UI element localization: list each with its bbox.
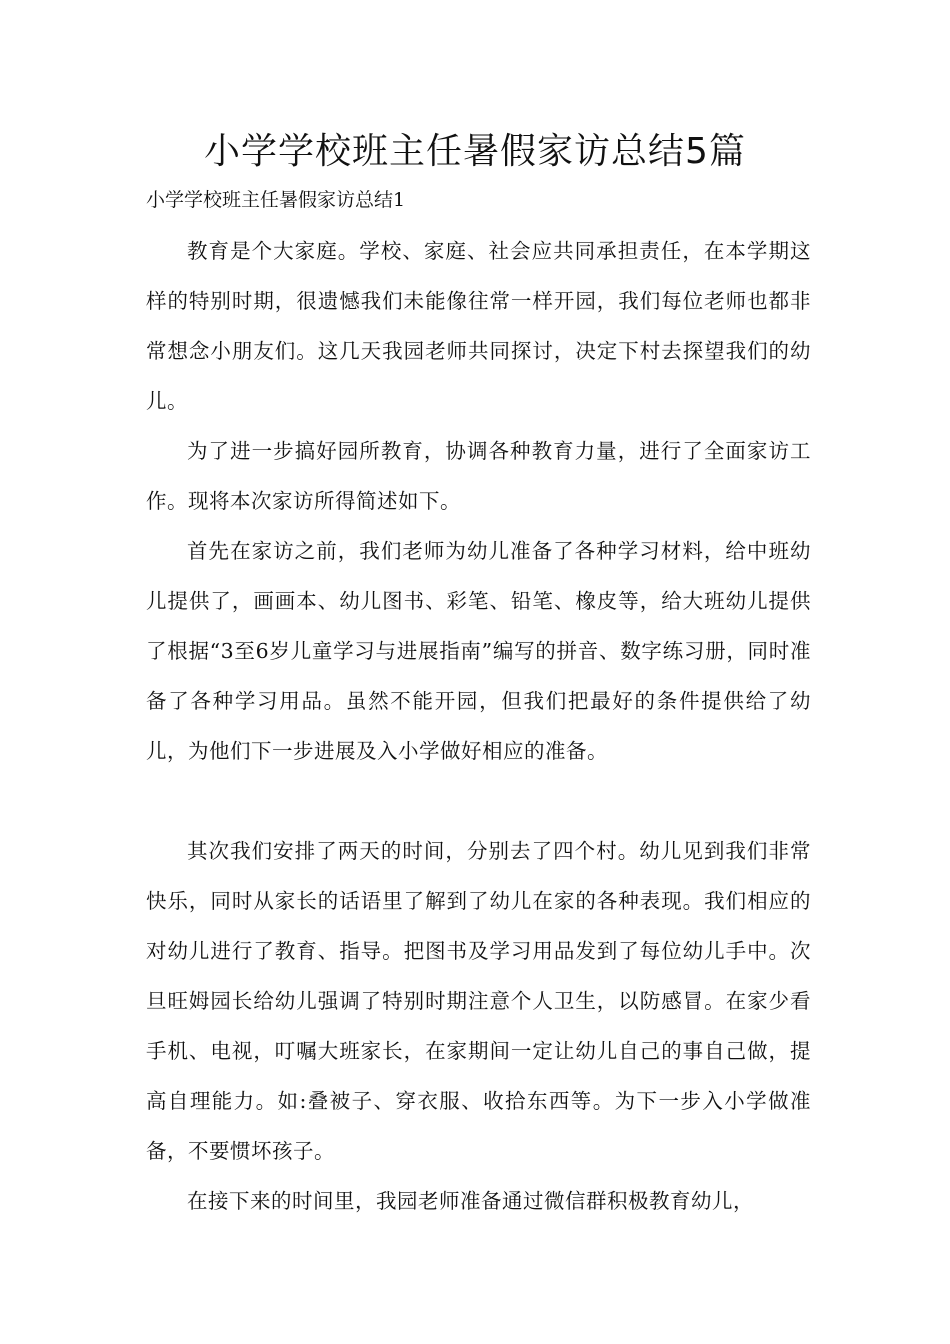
document-title: 小学学校班主任暑假家访总结5篇 (204, 131, 746, 172)
paragraph-1: 教育是个大家庭。学校、家庭、社会应共同承担责任，在本学期这样的特别时期，很遗憾我们未能像往常一样开园，我们每位老师也都非常想念小朋友们。这几天我园老师共同探讨，决定下村去探望我们的幼儿。 (146, 239, 811, 413)
paragraph-3: 首先在家访之前，我们老师为幼儿准备了各种学习材料，给中班幼儿提供了，画画本、幼儿图书、彩笔、铅笔、橡皮等，给大班幼儿提供了根据“3至6岁儿童学习与进展指南”编写的拼音、数字练习册，同时准备了各种学习用品。虽然不能开园，但我们把最好的条件提供给了幼儿，为他们下一步进展及入小学做好相应的准备。 (146, 539, 811, 763)
paragraph-4: 其次我们安排了两天的时间，分别去了四个村。幼儿见到我们非常快乐，同时从家长的话语里了解到了幼儿在家的各种表现。我们相应的对幼儿进行了教育、指导。把图书及学习用品发到了每位幼儿手中。次旦旺姆园长给幼儿强调了特别时期注意个人卫生，以防感冒。在家少看手机、电视，叮嘱大班家长，在家期间一定让幼儿自己的事自己做，提高自理能力。如:叠被子、穿衣服、收拾东西等。为下一步入小学做准备，不要惯坏孩子。 (146, 839, 811, 1163)
paragraph-2: 为了进一步搞好园所教育，协调各种教育力量，进行了全面家访工作。现将本次家访所得简述如下。 (146, 439, 811, 513)
section-heading: 小学学校班主任暑假家访总结1 (146, 189, 406, 211)
paragraph-5: 在接下来的时间里，我园老师准备通过微信群积极教育幼儿， (187, 1189, 754, 1213)
